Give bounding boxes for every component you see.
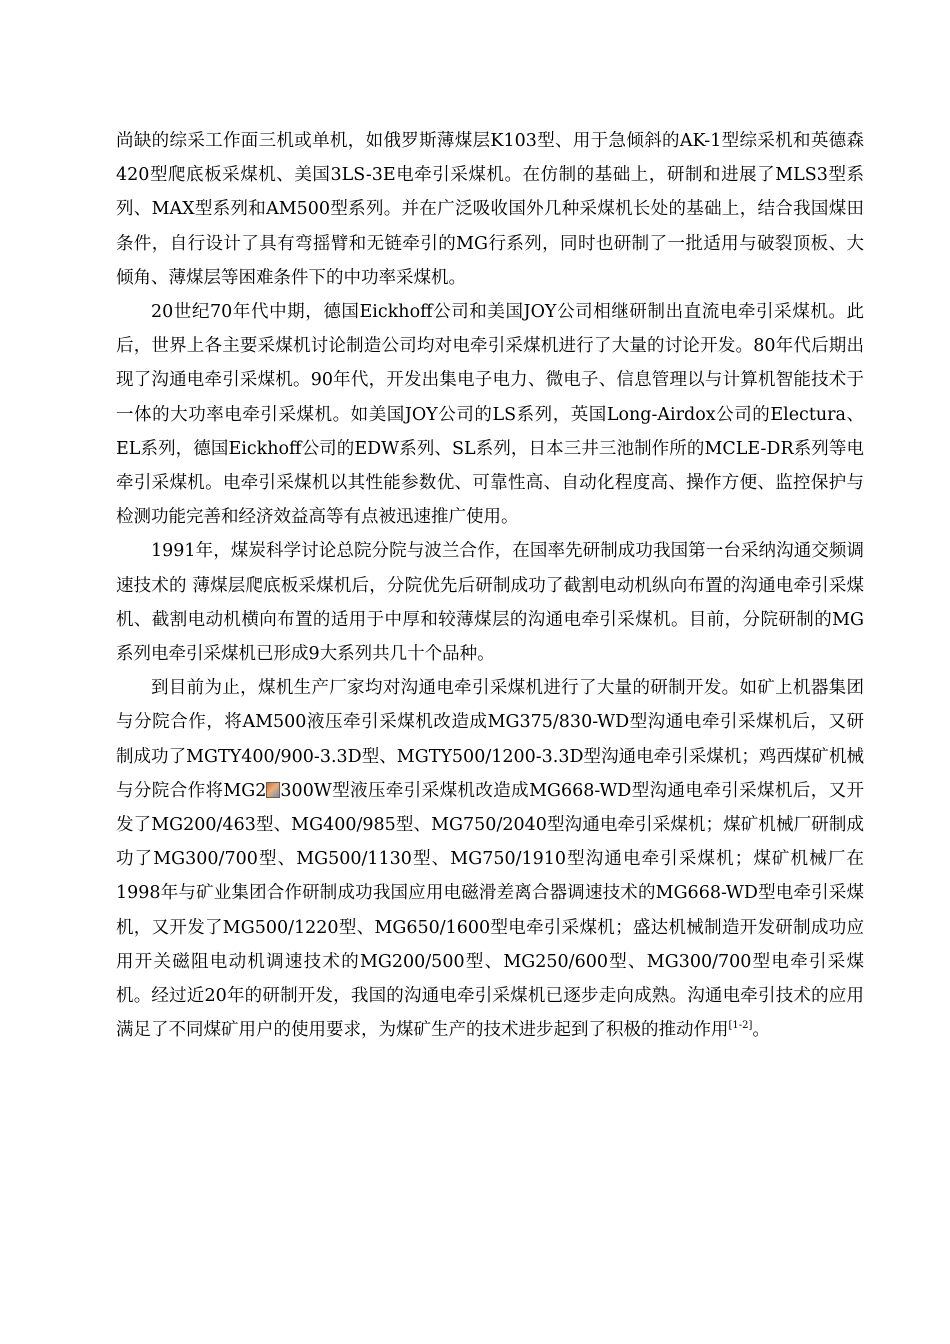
paragraph-4-text-main: 300W型液压牵引采煤机改造成MG668-WD型沟通电牵引采煤机后，又开发了MG200/463型、MG400/985型、MG750/2040型沟通电牵引采煤机；煤矿机械厂研制成功了MG300/700型、MG500/1130型、MG750/1910型沟通电牵引采煤机；煤矿机械厂在1998年与矿业集团合作研制成功我国应用电磁滑差离合器调速技术的MG668-WD型电牵引采煤机，又开发了MG500/1220型、MG650/1600型电牵引采煤机；盛达机械制造开发研制成功应用开关磁阻电动机调速技术的MG200/500型、MG250/600型、MG300/700型电牵引采煤机。经过近20年的研制开发，我国的沟通电牵引采煤机已逐步走向成熟。沟通电牵引技术的应用满足了不同煤矿用户的使用要求，为煤矿生产的技术进步起到了积极的推动作用	[116, 780, 864, 1041]
citation-marker[interactable]: [1-2]	[728, 1020, 753, 1032]
broken-image-icon	[266, 782, 280, 798]
paragraph-3: 1991年，煤炭科学讨论总院分院与波兰合作，在国率先研制成功我国第一台采纳沟通交频调速技术的 薄煤层爬底板采煤机后，分院优先后研制成功了截割电动机纵向布置的沟通电牵引采煤机、截割电动机横向布置的适用于中厚和较薄煤层的沟通电牵引采煤机。目前，分院研制的MG系列电牵引采煤机已形成9大系列共几十个品种。	[116, 541, 864, 665]
paragraph-4	[116, 671, 864, 1047]
paragraph-4-text-start: 到目前为止，煤机生产厂家均对沟通电牵引采煤机进行了大量的研制开发。如矿上机器集团与分院合作，将AM500液压牵引采煤机改造成MG375/830-WD型沟通电牵引采煤机后，又研制成功了MGTY400/900-3.3D型、MGTY500/1200-3.3D型沟通电牵引采煤机；鸡西煤矿机械与分院合作将MG2	[116, 678, 864, 801]
paragraph-2: 20世纪70年代中期，德国Eickhoff公司和美国JOY公司相继研制出直流电牵引采煤机。此后，世界上各主要采煤机讨论制造公司均对电牵引采煤机进行了大量的讨论开发。80年代后期出现了沟通电牵引采煤机。90年代，开发出集电子电力、微电子、信息管理以与计算机智能技术于一体的大功率电牵引采煤机。如美国JOY公司的LS系列，英国Long-Airdox公司的Electura、EL系列，德国Eickhoff公司的EDW系列、SL系列，日本三井三池制作所的MCLE-DR系列等电牵引采煤机。电牵引采煤机以其性能参数优、可靠性高、自动化程度高、操作方便、监控保护与检测功能完善和经济效益高等有点被迅速推广使用。	[116, 302, 864, 528]
body-text	[116, 124, 864, 1047]
paragraph-1: 尚缺的综采工作面三机或单机，如俄罗斯薄煤层K103型、用于急倾斜的AK-1型综采机和英德森420型爬底板采煤机、美国3LS-3E电牵引采煤机。在仿制的基础上，研制和进展了MLS3型系列、MAX型系列和AM500型系列。并在广泛吸收国外几种采煤机长处的基础上，结合我国煤田条件，自行设计了具有弯摇臂和无链牵引的MG行系列，同时也研制了一批适用与破裂顶板、大倾角、薄煤层等困难条件下的中功率采煤机。	[116, 131, 864, 288]
paragraph-4-text-end: 。	[752, 1020, 770, 1041]
